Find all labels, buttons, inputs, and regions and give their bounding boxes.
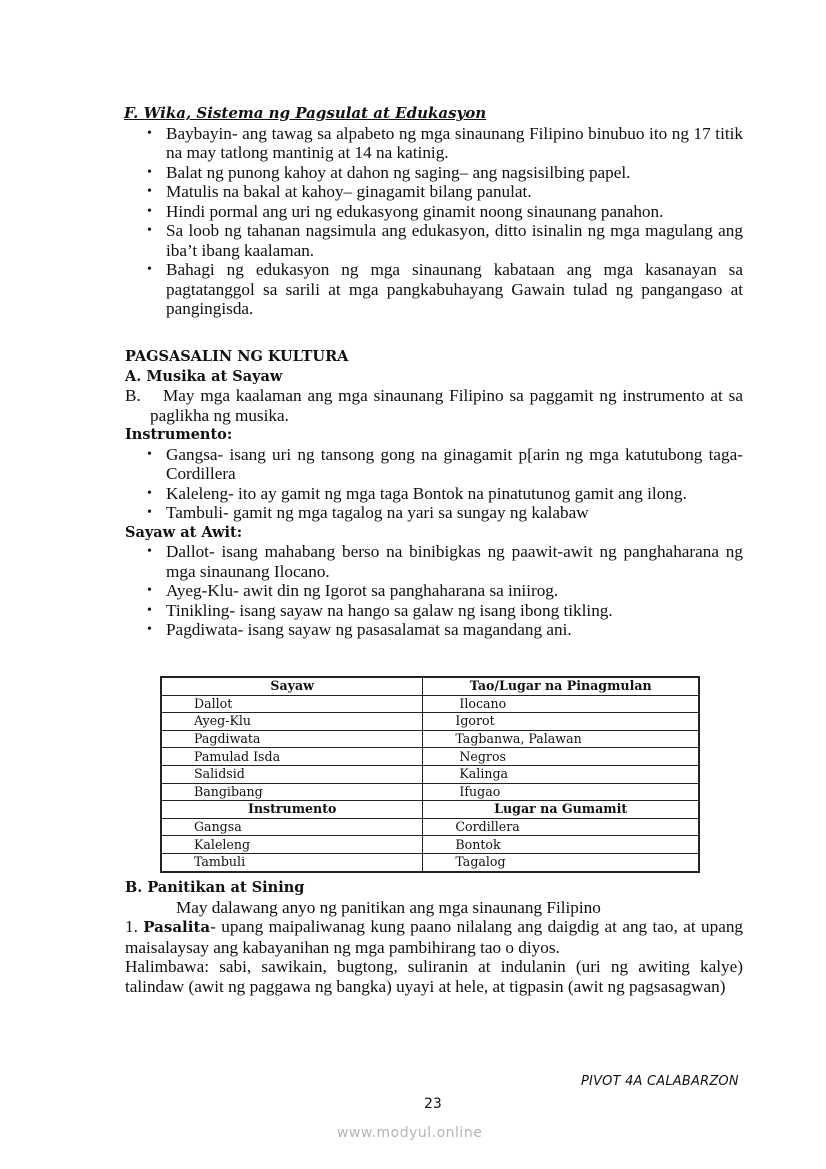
table-row xyxy=(161,765,699,783)
table-header-cell: Instrumento xyxy=(161,801,423,819)
instrumento-heading: Instrumento: xyxy=(125,426,233,443)
table-header-cell: Tao/Lugar na Pinagmulan xyxy=(423,677,699,695)
table-cell: Tambuli xyxy=(161,853,423,871)
instrumento-header-row xyxy=(161,801,699,819)
table-cell: Gangsa xyxy=(161,818,423,836)
table-header-cell: Sayaw xyxy=(161,677,423,695)
sayaw-awit-heading: Sayaw at Awit: xyxy=(125,523,243,541)
table-cell: Ayeg-Klu xyxy=(161,713,423,731)
sayaw-bullet-list xyxy=(125,542,743,640)
pasalita-text: - upang maipaliwanag kung paano nilalang ang daigdig at ang tao, at upang maisalaysay ang kabayanihan ng mga pambihirang tao o diyos. xyxy=(125,917,744,957)
bullet-item: • Hindi pormal ang uri ng edukasyong ginamit noong sinaunang panahon. xyxy=(125,202,743,222)
table-cell: Ilocano xyxy=(423,695,699,713)
bullet-item: • Matulis na bakal at kahoy– ginagamit bilang panulat. xyxy=(125,182,743,202)
bullet-item: • Kaleleng- ito ay gamit ng mga taga Bontok na pinatutunog gamit ang ilong. xyxy=(125,484,743,504)
bullet-item: • Gangsa- isang uri ng tansong gong na ginagamit p[arin ng mga katutubong taga-Cordillera xyxy=(125,445,743,484)
table-cell: Kalinga xyxy=(423,765,699,783)
bullet-item: • Pagdiwata- isang sayaw ng pasasalamat sa magandang ani. xyxy=(125,620,743,640)
halimbawa-text: Halimbawa: sabi, sawikain, bugtong, suliranin at indulanin (uri ng awiting kalye) talindaw (awit ng paggawa ng bangka) uyayi at hele, at tigpasin (awit ng pagsasagwan) xyxy=(125,957,743,996)
table-row xyxy=(161,748,699,766)
instrumento-bullet-list xyxy=(125,445,743,523)
panitikan-intro: May dalawang anyo ng panitikan ang mga sinaunang Filipino xyxy=(176,897,601,917)
section-pagsasalin xyxy=(125,347,743,640)
bullet-item: • Dallot- isang mahabang berso na binibigkas ng paawit-awit ng panghaharana ng mga sinaunang Ilocano. xyxy=(125,542,743,581)
pasalita-item xyxy=(125,917,743,957)
bullet-item: • Tambuli- gamit ng mga tagalog na yari sa sungay ng kalabaw xyxy=(125,503,743,523)
bullet-item: • Sa loob ng tahanan nagsimula ang edukasyon, ditto isinalin ng mga magulang ang iba’t ibang kaalaman. xyxy=(125,221,743,260)
table-cell: Pamulad Isda xyxy=(161,748,423,766)
table-cell: Kaleleng xyxy=(161,836,423,854)
sayaw-header-row xyxy=(161,677,699,695)
intro-label: B. xyxy=(125,386,141,405)
page-number: 23 xyxy=(424,1096,442,1112)
bullet-item: • Ayeg-Klu- awit din ng Igorot sa panghaharana sa iniirog. xyxy=(125,581,743,601)
table-cell: Dallot xyxy=(161,695,423,713)
table-row xyxy=(161,695,699,713)
table-header-cell: Lugar na Gumamit xyxy=(423,801,699,819)
pasalita-term: Pasalita xyxy=(143,918,211,936)
table-row xyxy=(161,818,699,836)
bullet-item: • Baybayin- ang tawag sa alpabeto ng mga sinaunang Filipino binubuo ito ng 17 titik na may tatlong mantinig at 14 na katinig. xyxy=(125,124,743,163)
table-cell: Negros xyxy=(423,748,699,766)
section-f xyxy=(125,104,743,319)
table-cell: Salidsid xyxy=(161,765,423,783)
table-cell: Bangibang xyxy=(161,783,423,801)
table-cell: Ifugao xyxy=(423,783,699,801)
section-b xyxy=(125,878,743,996)
table-row xyxy=(161,836,699,854)
table-cell: Pagdiwata xyxy=(161,730,423,748)
table-cell: Igorot xyxy=(423,713,699,731)
table-cell: Bontok xyxy=(423,836,699,854)
watermark-link[interactable]: www.modyul.online xyxy=(337,1125,483,1141)
table-row xyxy=(161,730,699,748)
table-cell: Tagbanwa, Palawan xyxy=(423,730,699,748)
intro-text: May mga kaalaman ang mga sinaunang Filipino sa paggamit ng instrumento at sa paglikha ng musika. xyxy=(150,386,743,425)
musika-intro xyxy=(125,386,743,425)
footer-brand: PIVOT 4A CALABARZON xyxy=(581,1074,739,1089)
section-f-heading: F. Wika, Sistema ng Pagsulat at Edukasyon xyxy=(124,104,487,122)
table-cell: Tagalog xyxy=(423,853,699,871)
bullet-item: • Tinikling- isang sayaw na hango sa galaw ng isang ibong tikling. xyxy=(125,601,743,621)
culture-table xyxy=(160,676,700,873)
table-row xyxy=(161,783,699,801)
bullet-item: • Bahagi ng edukasyon ng mga sinaunang kabataan ang mga kasanayan sa pagtatanggol sa sarili at mga pangkabuhayang Gawain tulad ng pangangaso at pangingisda. xyxy=(125,260,743,319)
table-cell: Cordillera xyxy=(423,818,699,836)
pagsasalin-heading: PAGSASALIN NG KULTURA xyxy=(125,348,349,365)
table-row xyxy=(161,853,699,871)
section-f-bullet-list xyxy=(125,124,743,319)
bullet-item: • Balat ng punong kahoy at dahon ng saging– ang nagsisilbing papel. xyxy=(125,163,743,183)
panitikan-heading: B. Panitikan at Sining xyxy=(125,879,305,896)
pasalita-number: 1. xyxy=(125,917,138,936)
table-row xyxy=(161,713,699,731)
musika-sayaw-heading: A. Musika at Sayaw xyxy=(125,367,283,385)
